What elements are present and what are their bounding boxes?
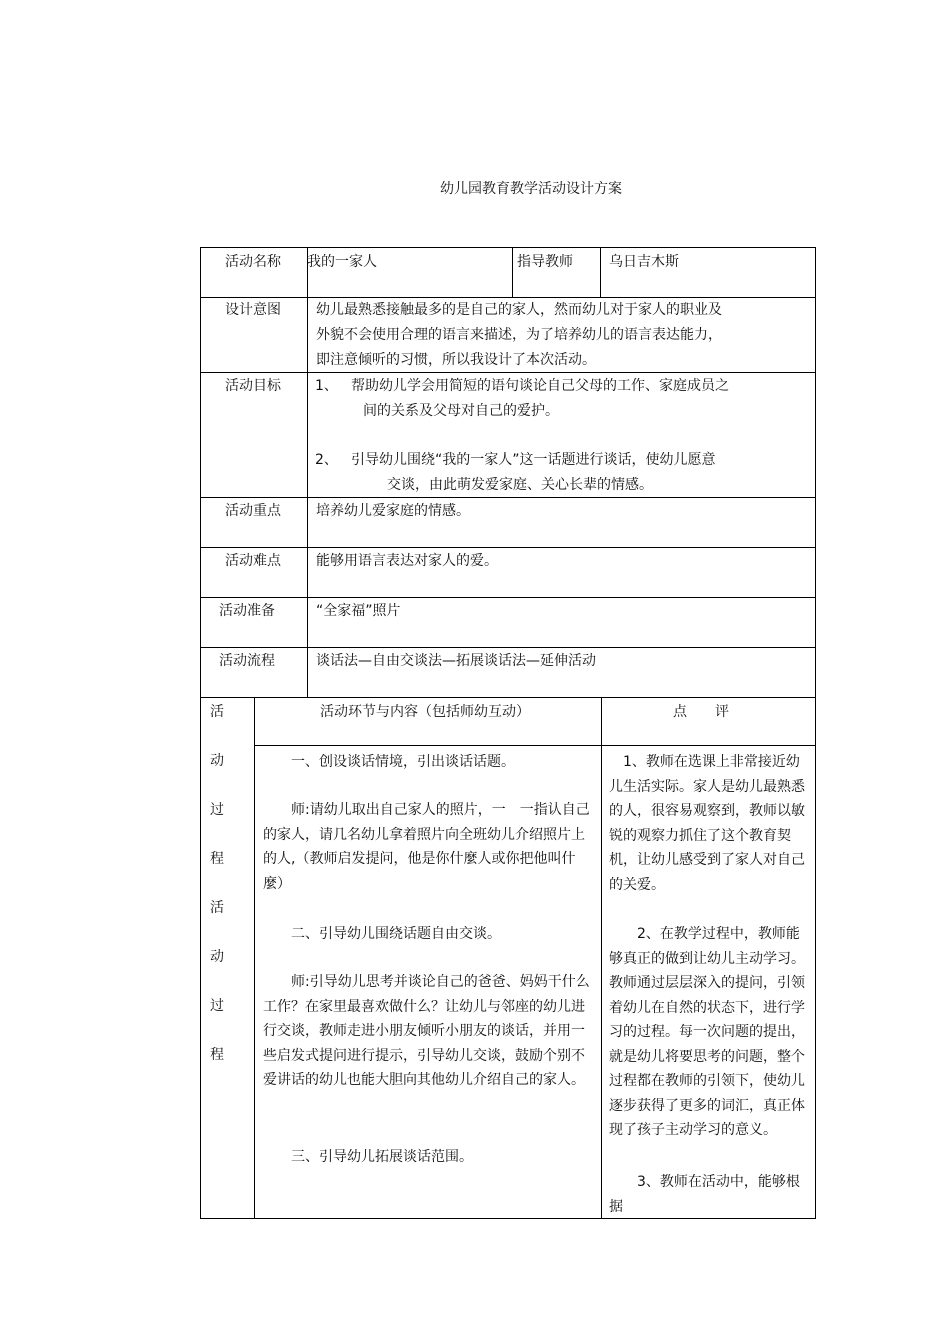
process-comment-3: 3、教师在活动中，能够根据 [609, 1174, 800, 1215]
goal-1-line-2: 间的关系及父母对自己的爱护。 [363, 403, 559, 419]
goal-2-line-1: 引导幼儿围绕“我的一家人”这一话题进行谈话，使幼儿愿意 [351, 452, 716, 468]
preparation-value: “全家福”照片 [316, 603, 401, 619]
activity-goal-label: 活动目标 [225, 378, 281, 394]
process-content-1: 一、创设谈话情境，引出谈话话题。 [263, 754, 515, 770]
goal-1-number: 1、 [315, 378, 338, 394]
process-content-4: 师:引导幼儿思考并谈论自己的爸爸、妈妈干什么工作？在家里最喜欢做什么？让幼儿与邻座的幼儿进行交谈，教师走进小朋友倾听小朋友的谈话，并用一些启发式提问进行提示，引导幼儿交谈，鼓励个别不爱讲话的幼儿也能大胆向其他幼儿介绍自己的家人。 [263, 974, 590, 1088]
process-side-label [207, 702, 227, 1094]
design-intent-line-3: 即注意倾听的习惯，所以我设计了本次活动。 [316, 352, 596, 368]
process-content-5: 三、引导幼儿拓展谈话范围。 [263, 1149, 473, 1165]
side-char: 过 [210, 998, 224, 1014]
side-char: 程 [210, 851, 224, 867]
key-point-label: 活动重点 [225, 503, 281, 519]
design-intent-line-1: 幼儿最熟悉接触最多的是自己的家人，然而幼儿对于家人的职业及 [316, 302, 722, 318]
key-point-value: 培养幼儿爱家庭的情感。 [316, 503, 470, 519]
design-intent-label: 设计意图 [225, 302, 281, 318]
process-comment-2: 2、在教学过程中，教师能够真正的做到让幼儿主动学习。教师通过层层深入的提问，引领着幼儿在自然的状态下，进行学习的过程。每一次问题的提出，就是幼儿将要思考的问题，整个过程都在教师的引领下，使幼儿逐步获得了更多的词汇，真正体现了孩子主动学习的意义。 [609, 926, 805, 1138]
teacher-label: 指导教师 [517, 254, 573, 270]
process-comment-1: 1、教师在选课上非常接近幼儿生活实际。家人是幼儿最熟悉的人，很容易观察到，教师以敏锐的观察力抓住了这个教育契机，让幼儿感受到了家人对自己的关爱。 [609, 754, 805, 893]
side-char: 过 [210, 802, 224, 818]
design-intent-line-2: 外貌不会使用合理的语言来描述，为了培养幼儿的语言表达能力， [316, 327, 722, 343]
side-char: 动 [210, 753, 224, 769]
goal-2-line-2: 交谈，由此萌发爱家庭、关心长辈的情感。 [387, 477, 653, 493]
flow-value: 谈话法—自由交谈法—拓展谈话法—延伸活动 [316, 653, 596, 669]
activity-name-value: 我的一家人 [307, 254, 377, 270]
difficulty-label: 活动难点 [225, 553, 281, 569]
content-header: 活动环节与内容（包括师幼互动） [320, 704, 530, 720]
side-char: 活 [210, 704, 224, 720]
side-char: 程 [210, 1047, 224, 1063]
comment-header: 点 评 [673, 704, 729, 720]
goal-1-line-1: 帮助幼儿学会用简短的语句谈论自己父母的工作、家庭成员之 [351, 378, 729, 394]
goal-2-number: 2、 [315, 452, 338, 468]
side-char: 动 [210, 949, 224, 965]
document-title-text: 幼儿园教育教学活动设计方案 [440, 181, 622, 197]
preparation-label: 活动准备 [219, 603, 275, 619]
process-content-2: 师:请幼儿取出自己家人的照片，一 一指认自己的家人，请几名幼儿拿着照片向全班幼儿介绍照片上的人,（教师启发提问，他是你什麼人或你把他叫什麼） [263, 802, 590, 892]
flow-label: 活动流程 [219, 653, 275, 669]
difficulty-value: 能够用语言表达对家人的爱。 [316, 553, 498, 569]
side-char: 活 [210, 900, 224, 916]
process-content-3: 二、引导幼儿围绕话题自由交谈。 [263, 926, 501, 942]
activity-name-label: 活动名称 [225, 254, 281, 270]
teacher-value: 乌日吉木斯 [609, 254, 679, 270]
